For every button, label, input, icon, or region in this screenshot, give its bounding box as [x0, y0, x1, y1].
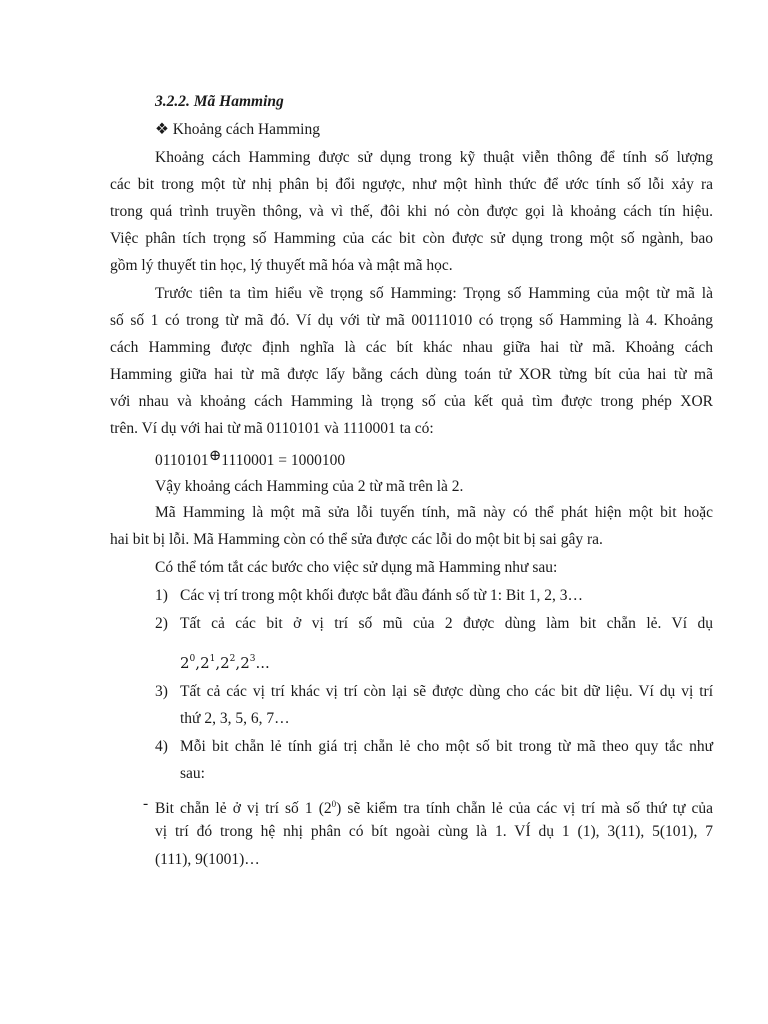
para2-line: với nhau và khoảng cách Hamming là trọng số của kết quả tìm được trong phép XOR — [110, 393, 713, 410]
para2-line: Hamming giữa hai từ mã được lấy bằng cách dùng toán tử XOR từng bít của hai từ mã — [110, 366, 713, 383]
para2-line: số số 1 có trong từ mã đó. Ví dụ với từ mã 00111010 có trọng số Hamming là 4. Khoảng — [110, 312, 713, 329]
steps-intro: Có thể tóm tắt các bước cho việc sử dụng mã Hamming như sau: — [155, 559, 558, 576]
conclusion-line: Vậy khoảng cách Hamming của 2 từ mã trên là 2. — [155, 478, 464, 495]
powers-of-two-formula: $2^0,2^1,2^2,2^3$... — [180, 654, 270, 672]
step-text: Tất cả các vị trí khác vị trí còn lại sẽ được dùng cho các bit dữ liệu. Ví dụ vị trí — [180, 683, 713, 700]
step-number: 3) — [155, 683, 168, 700]
para2-line: cách Hamming được định nghĩa là các bít khác nhau giữa hai từ mã. Khoảng cách — [110, 339, 713, 356]
para1-line: gồm lý thuyết tin học, lý thuyết mã hóa và mật mã học. — [110, 257, 453, 274]
xor-equation — [155, 448, 346, 471]
xor-operator-icon: ⊕ — [208, 448, 222, 464]
para2-line: trên. Ví dụ với hai từ mã 0110101 và 1110001 ta có: — [110, 420, 434, 437]
section-heading: 3.2.2. Mã Hamming — [155, 93, 284, 110]
dash-item-line: (111), 9(1001)… — [155, 851, 260, 868]
subheading-text: Khoảng cách Hamming — [172, 121, 320, 138]
step-text: Tất cả các bit ở vị trí số mũ của 2 được dùng làm bit chẵn lẻ. Ví dụ — [180, 615, 713, 632]
step-number: 4) — [155, 738, 168, 755]
step-text: sau: — [180, 765, 205, 782]
diamond-bullet-icon: ❖ — [155, 121, 169, 138]
step-number: 1) — [155, 587, 168, 604]
para3-line: Mã Hamming là một mã sửa lỗi tuyến tính, mã này có thể phát hiện một bit hoặc — [155, 504, 713, 521]
subheading — [155, 120, 320, 140]
step-text: Mỗi bit chẵn lẻ tính giá trị chẵn lẻ cho một số bit trong từ mã theo quy tắc như — [180, 738, 713, 755]
step-text: Các vị trí trong một khối được bắt đầu đánh số từ 1: Bit 1, 2, 3… — [180, 587, 583, 604]
dash-bullet: - — [143, 795, 149, 812]
dash-item-line: vị trí đó trong hệ nhị phân có bít ngoài cùng là 1. VÍ dụ 1 (1), 3(11), 5(101), 7 — [155, 823, 713, 840]
equation-lhs: 0110101 — [155, 452, 209, 469]
equation-rhs: 1110001 = 1000100 — [221, 452, 346, 469]
para1-line: các bit trong một từ nhị phân bị đổi ngược, như một hình thức để ước tính số lỗi xảy ra — [110, 176, 713, 193]
para1-line: Khoảng cách Hamming được sử dụng trong kỹ thuật viễn thông để tính số lượng — [155, 149, 713, 166]
para2-line: Trước tiên ta tìm hiểu về trọng số Hamming: Trọng số Hamming của một từ mã là — [155, 285, 713, 302]
para1-line: trong quá trình truyền thông, và vì thế, đôi khi nó còn được gọi là khoảng cách tín hiệu. — [110, 203, 713, 220]
step-number: 2) — [155, 615, 168, 632]
step-text: thứ 2, 3, 5, 6, 7… — [180, 710, 290, 727]
para1-line: Việc phân tích trọng số Hamming của các bit còn được sử dụng trong một số ngành, bao — [110, 230, 713, 247]
dash-item-line: Bit chẵn lẻ ở vị trí số 1 $(2^0)$ sẽ kiểm tra tính chẵn lẻ của các vị trí mà số thứ tự của — [155, 799, 714, 817]
para3-line: hai bit bị lỗi. Mã Hamming còn có thể sửa được các lỗi do một bit bị sai gây ra. — [110, 531, 603, 548]
